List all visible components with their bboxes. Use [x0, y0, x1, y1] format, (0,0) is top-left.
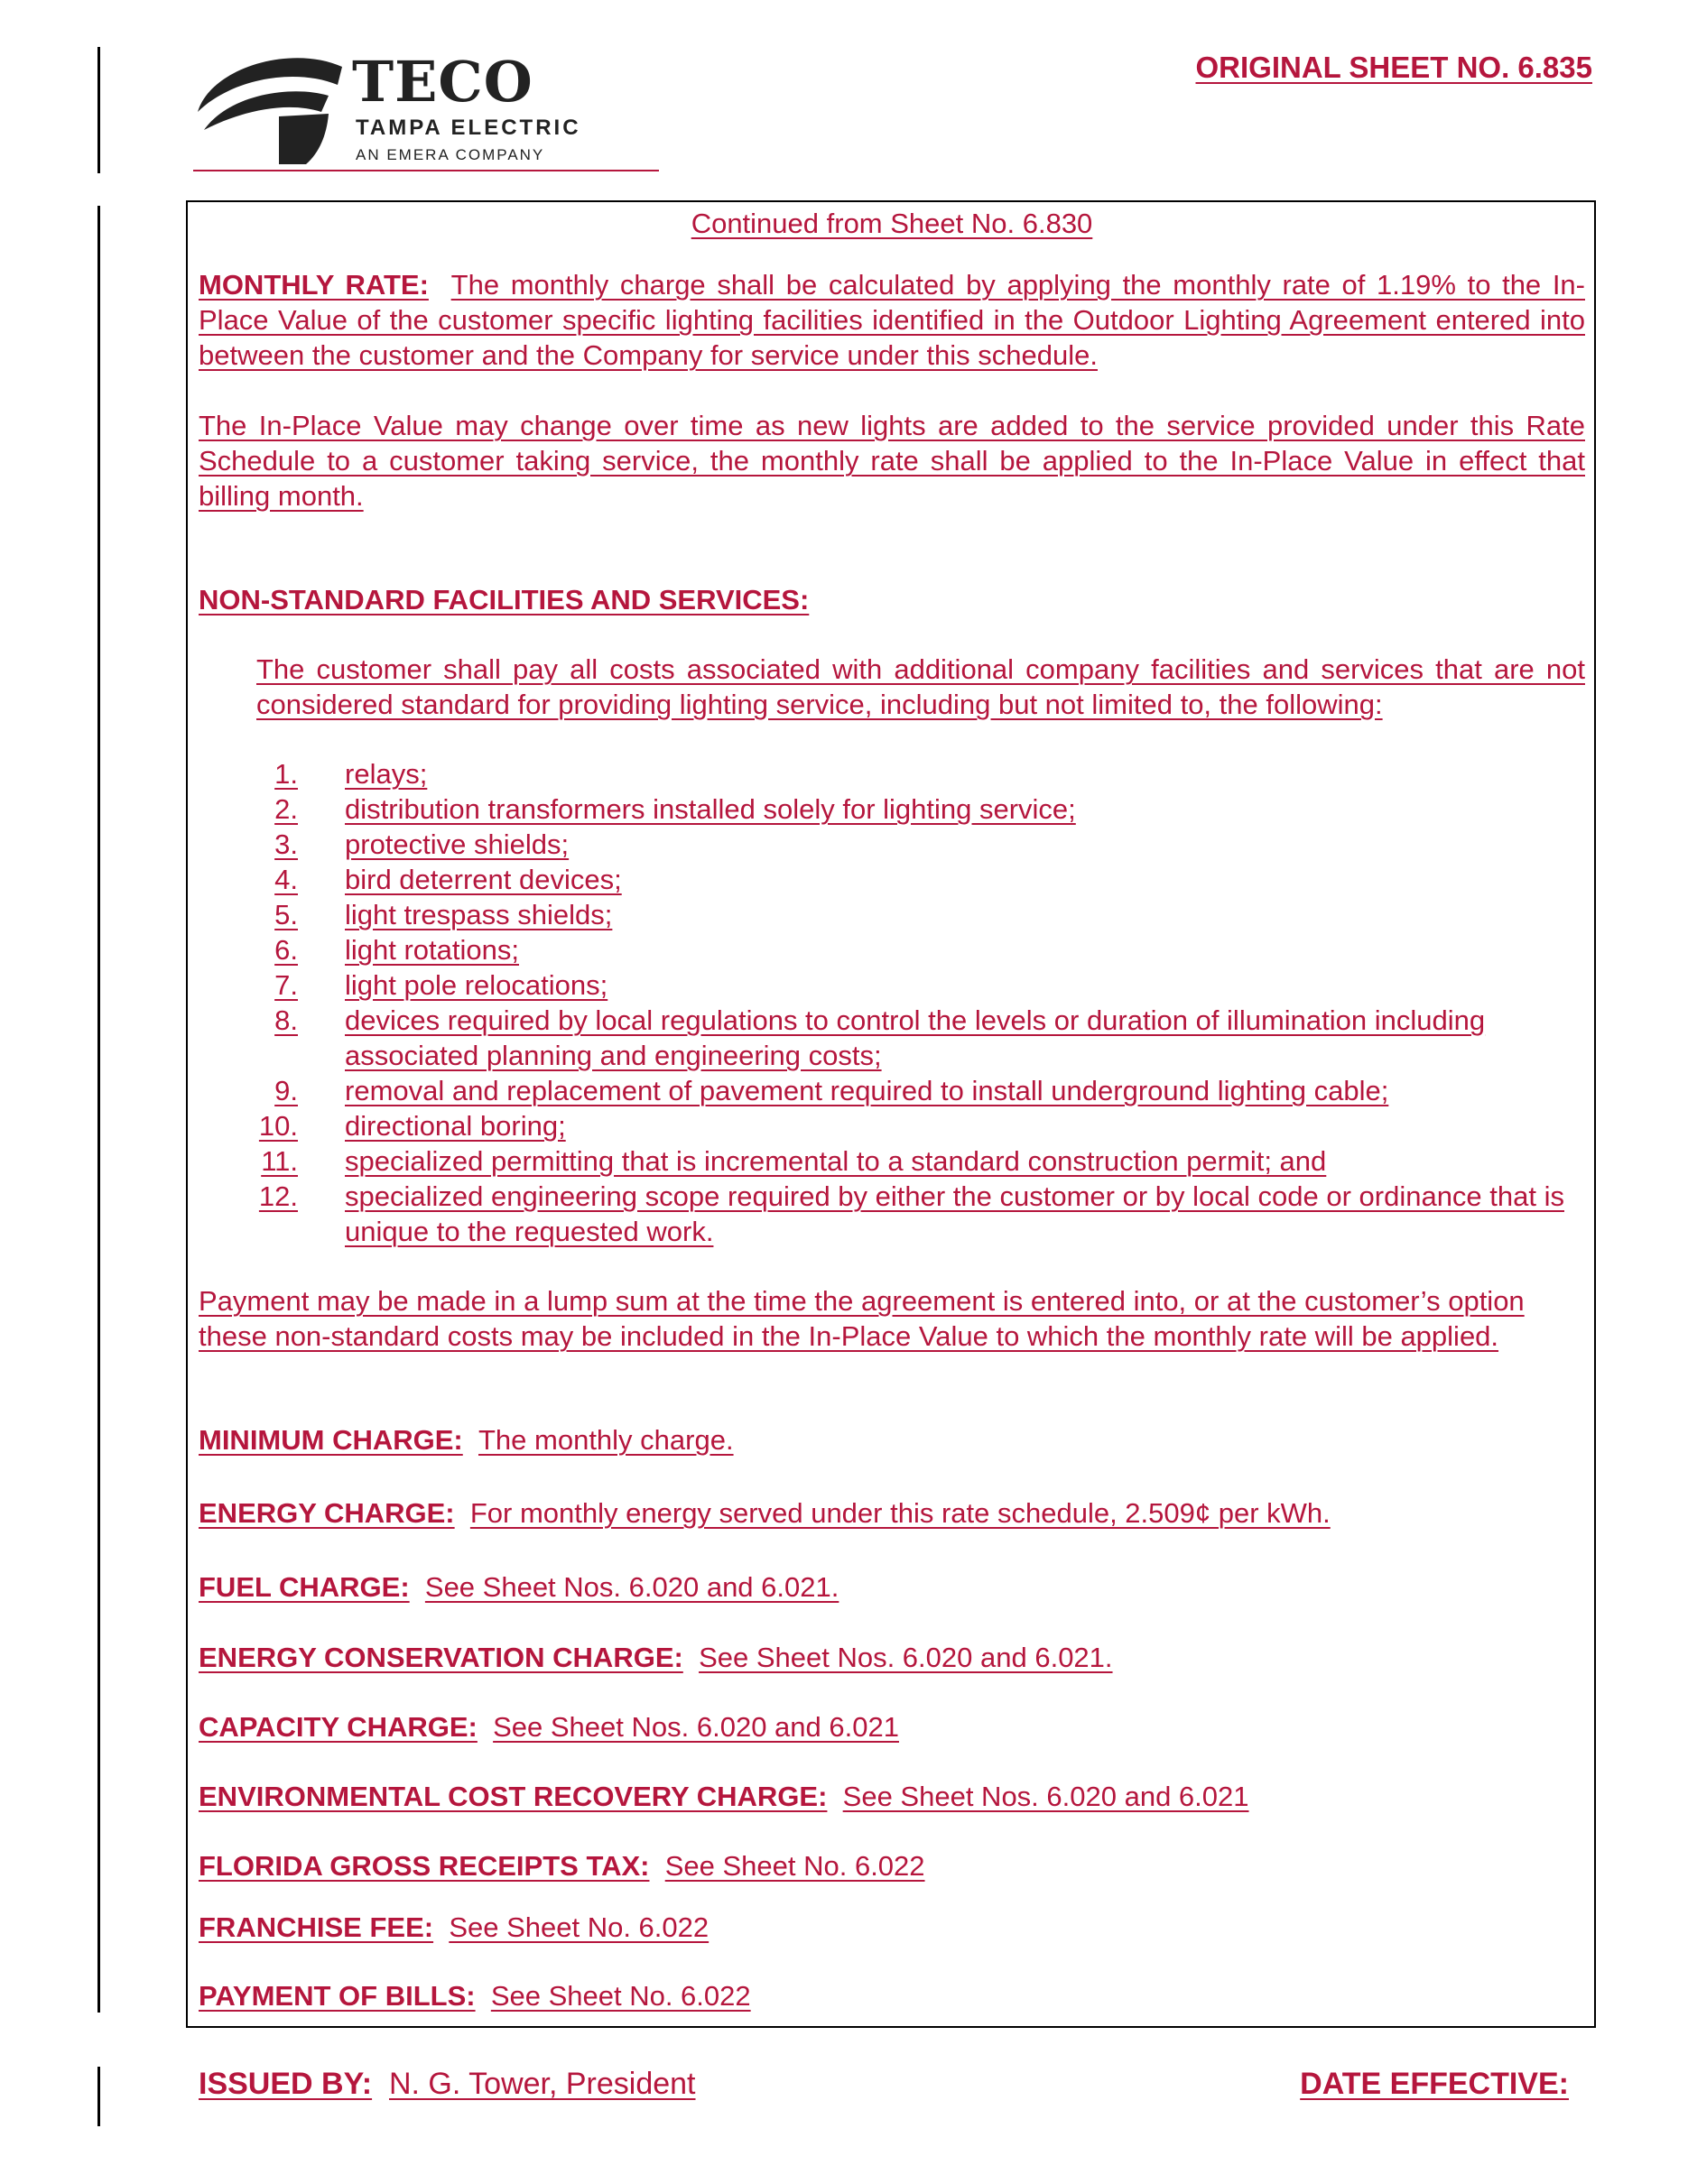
issued-by-value: N. G. Tower, President: [388, 2067, 696, 2101]
charge-energy: ENERGY CHARGE: For monthly energy served under this rate schedule, 2.509¢ per kWh.: [199, 1497, 1331, 1529]
sheet-number: ORIGINAL SHEET NO. 6.835: [1195, 51, 1592, 84]
issued-by: [199, 2067, 696, 2102]
inplace-text: The In-Place Value may change over time as new lights are added to the service provided under this Rate Schedule to a customer taking service, the monthly rate shall be applied to the In-Place Value in effect that billing month.: [199, 410, 1585, 512]
charge-environmental: ENVIRONMENTAL COST RECOVERY CHARGE: See Sheet Nos. 6.020 and 6.021: [199, 1781, 1249, 1812]
charge-energy-conservation: ENERGY CONSERVATION CHARGE: See Sheet Nos. 6.020 and 6.021.: [199, 1642, 1113, 1673]
logo-tagline: AN EMERA COMPANY: [356, 146, 545, 163]
charge-minimum: MINIMUM CHARGE: The monthly charge.: [199, 1424, 734, 1456]
teco-logo: [193, 45, 663, 177]
charge-fuel: FUEL CHARGE: See Sheet Nos. 6.020 and 6.021.: [199, 1571, 839, 1603]
payment-paragraph: [199, 1283, 1585, 1354]
continued-note: [199, 206, 1585, 241]
nonstd-intro-text: The customer shall pay all costs associated with additional company facilities and services that are not considered standard for providing lighting service, including but not limited to, the following:: [256, 653, 1585, 720]
revision-bar-body: [97, 206, 100, 2013]
monthly-rate-label: MONTHLY RATE:: [199, 269, 429, 301]
charge-franchise-fee: FRANCHISE FEE: See Sheet No. 6.022: [199, 1911, 710, 1943]
continued-text: Continued from Sheet No. 6.830: [691, 208, 1093, 239]
nonstd-intro: [256, 652, 1585, 722]
date-effective: DATE EFFECTIVE:: [1300, 2067, 1569, 2101]
logo-name: TECO: [352, 49, 533, 115]
nonstd-heading-text: NON-STANDARD FACILITIES AND SERVICES:: [199, 584, 810, 615]
revision-bar-top: [97, 47, 100, 173]
issued-by-label: ISSUED BY:: [199, 2067, 373, 2101]
logo-rule: [193, 170, 659, 171]
inplace-paragraph: [199, 408, 1585, 514]
nonstd-heading: [199, 582, 1585, 617]
logo-subtitle: TAMPA ELECTRIC: [356, 116, 581, 140]
monthly-rate-paragraph: [199, 267, 1585, 373]
teco-swoosh-icon: [193, 49, 347, 166]
charge-payment-of-bills: PAYMENT OF BILLS: See Sheet No. 6.022: [199, 1980, 751, 2012]
monthly-rate-text: The monthly charge shall be calculated by applying the monthly rate of 1.19% to the In-Place Value of the customer specific lighting facilities identified in the Outdoor Lighting Agreement entered into between the customer and the Company for service under this schedule.: [199, 269, 1585, 371]
payment-text: Payment may be made in a lump sum at the time the agreement is entered into, or at the customer’s option these non-standard costs may be included in the In-Place Value to which the monthly rate will be applied.: [199, 1285, 1525, 1352]
charge-gross-receipts-tax: FLORIDA GROSS RECEIPTS TAX: See Sheet No. 6.022: [199, 1850, 925, 1882]
revision-bar-footer: [97, 2067, 100, 2126]
charge-capacity: CAPACITY CHARGE: See Sheet Nos. 6.020 and 6.021: [199, 1711, 899, 1743]
